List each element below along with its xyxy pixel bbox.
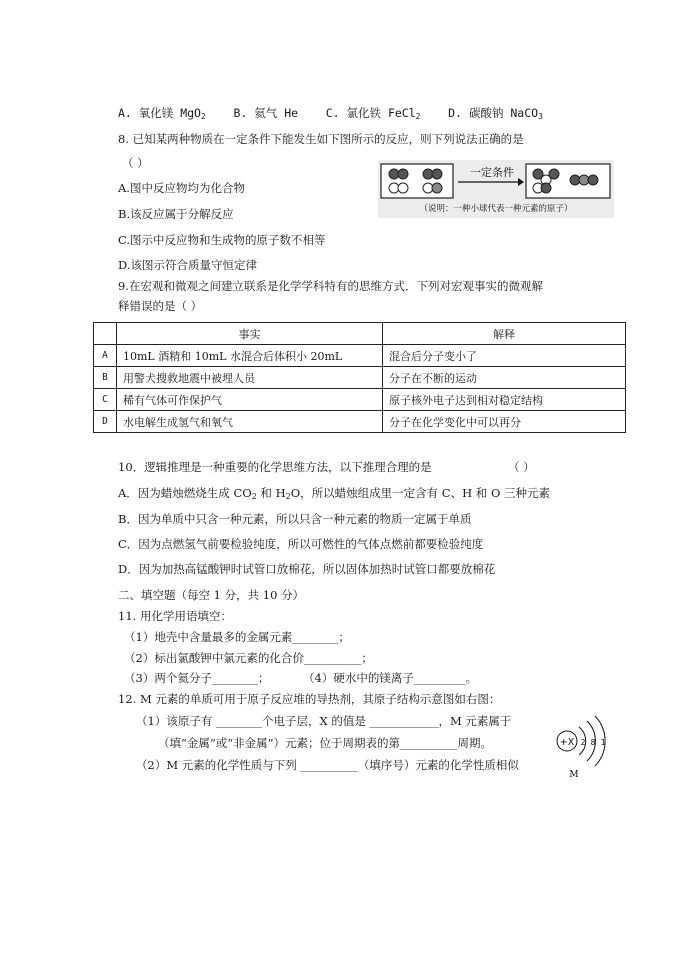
shell-electron-count: 1 — [600, 738, 606, 747]
header-fact: 事实 — [117, 323, 383, 345]
q12-line-2: （填“金属”或“非金属”）元素；位于周期表的第__________周期。 — [158, 736, 493, 750]
row-explanation: 混合后分子变小了 — [383, 345, 626, 367]
row-label: D — [94, 411, 117, 433]
row-fact: 10mL 酒精和 10mL 水混合后体积小 20mL — [117, 345, 383, 367]
q12-line-3: （2）M 元素的化学性质与下列 __________（填序号）元素的化学性质相似 — [136, 758, 519, 772]
q11-item-4: （4）硬水中的镁离子_________。 — [303, 671, 478, 685]
row-fact: 水电解生成氢气和氧气 — [117, 411, 383, 433]
q7-option-d: D. 碳酸钠 NaCO$_3$ — [448, 106, 543, 121]
facts-table-header — [94, 323, 626, 345]
q8-option-b: B.该反应属于分解反应 — [118, 207, 234, 221]
element-symbol: M — [569, 770, 579, 780]
q10-stem: 10．逻辑推理是一种重要的化学思维方法，以下推理合理的是 — [118, 460, 432, 474]
row-explanation: 原子核外电子达到相对稳定结构 — [383, 389, 626, 411]
section-title: 二、填空题（每空 1 分，共 10 分） — [118, 588, 305, 602]
row-label: C — [94, 389, 117, 411]
table-row — [94, 411, 626, 433]
shell-electron-count: 2 — [580, 738, 586, 747]
q8-option-c: C.图示中反应物和生成物的原子数不相等 — [118, 233, 326, 247]
q12-line-1: （1）该原子有 ________个电子层，X 的值是 ____________，M 元素属于 — [136, 714, 512, 728]
reaction-diagram-note: （说明：一种小球代表一种元素的原子） — [419, 204, 573, 214]
q7-options-line — [118, 105, 543, 121]
q11-item-1: （1）地壳中含量最多的金属元素________； — [124, 630, 350, 644]
header-blank-cell — [94, 323, 117, 345]
q10-option-d: D．因为加热高锰酸钾时试管口放棉花，所以固体加热时试管口都要放棉花 — [118, 562, 496, 576]
q12-stem: 12. M 元素的单质可用于原子反应堆的导热剂，其原子结构示意图如右图： — [118, 692, 501, 706]
q8-answer-paren: （ ） — [122, 156, 149, 170]
table-row — [94, 389, 626, 411]
facts-table — [93, 322, 626, 433]
q10-answer-paren: （ ） — [508, 460, 535, 474]
q11-stem: 11. 用化学用语填空： — [118, 609, 232, 623]
nucleus-charge: +X — [559, 737, 575, 748]
shell-electron-count: 8 — [590, 738, 596, 747]
q11-item-2: （2）标出氯酸钾中氯元素的化合价__________； — [124, 651, 373, 665]
q8-option-d: D.该图示符合质量守恒定律 — [118, 258, 257, 272]
header-explanation: 解释 — [383, 323, 626, 345]
reaction-condition-label: 一定条件 — [470, 166, 514, 179]
row-explanation: 分子在化学变化中可以再分 — [383, 411, 626, 433]
row-fact: 用警犬搜救地震中被埋人员 — [117, 367, 383, 389]
q7-option-a: A. 氧化镁 MgO$_2$ — [118, 106, 206, 121]
q10-option-b: B．因为单质中只含一种元素，所以只含一种元素的物质一定属于单质 — [118, 512, 472, 526]
table-row — [94, 345, 626, 367]
row-explanation: 分子在不断的运动 — [383, 367, 626, 389]
q11-item-3: （3）两个氦分子________； — [124, 671, 270, 685]
q9-stem-line2: 释错误的是（ ） — [118, 299, 203, 313]
row-label: A — [94, 345, 117, 367]
q10-option-a: A．因为蜡烛燃烧生成 $CO_2$ 和 $H_2O$，所以蜡烛组成里一定含有 C、H 和 O 三种元素 — [118, 486, 551, 501]
row-label: B — [94, 367, 117, 389]
q7-option-b: B. 氦气 He — [233, 106, 299, 120]
q7-option-c: C. 氯化铁 FeCl$_2$ — [325, 106, 421, 121]
q9-stem-line1: 9.在宏观和微观之间建立联系是化学学科特有的思维方式．下列对宏观事实的微观解 — [118, 279, 543, 293]
reaction-diagram — [378, 160, 614, 218]
q8-option-a: A.图中反应物均为化合物 — [118, 181, 245, 195]
table-row — [94, 367, 626, 389]
row-fact: 稀有气体可作保护气 — [117, 389, 383, 411]
q10-option-c: C．因为点燃氢气前要检验纯度，所以可燃性的气体点燃前都要检验纯度 — [118, 537, 484, 551]
atomic-structure-diagram — [548, 708, 612, 780]
q8-stem: 8. 已知某两种物质在一定条件下能发生如下图所示的反应，则下列说法正确的是 — [118, 132, 524, 146]
